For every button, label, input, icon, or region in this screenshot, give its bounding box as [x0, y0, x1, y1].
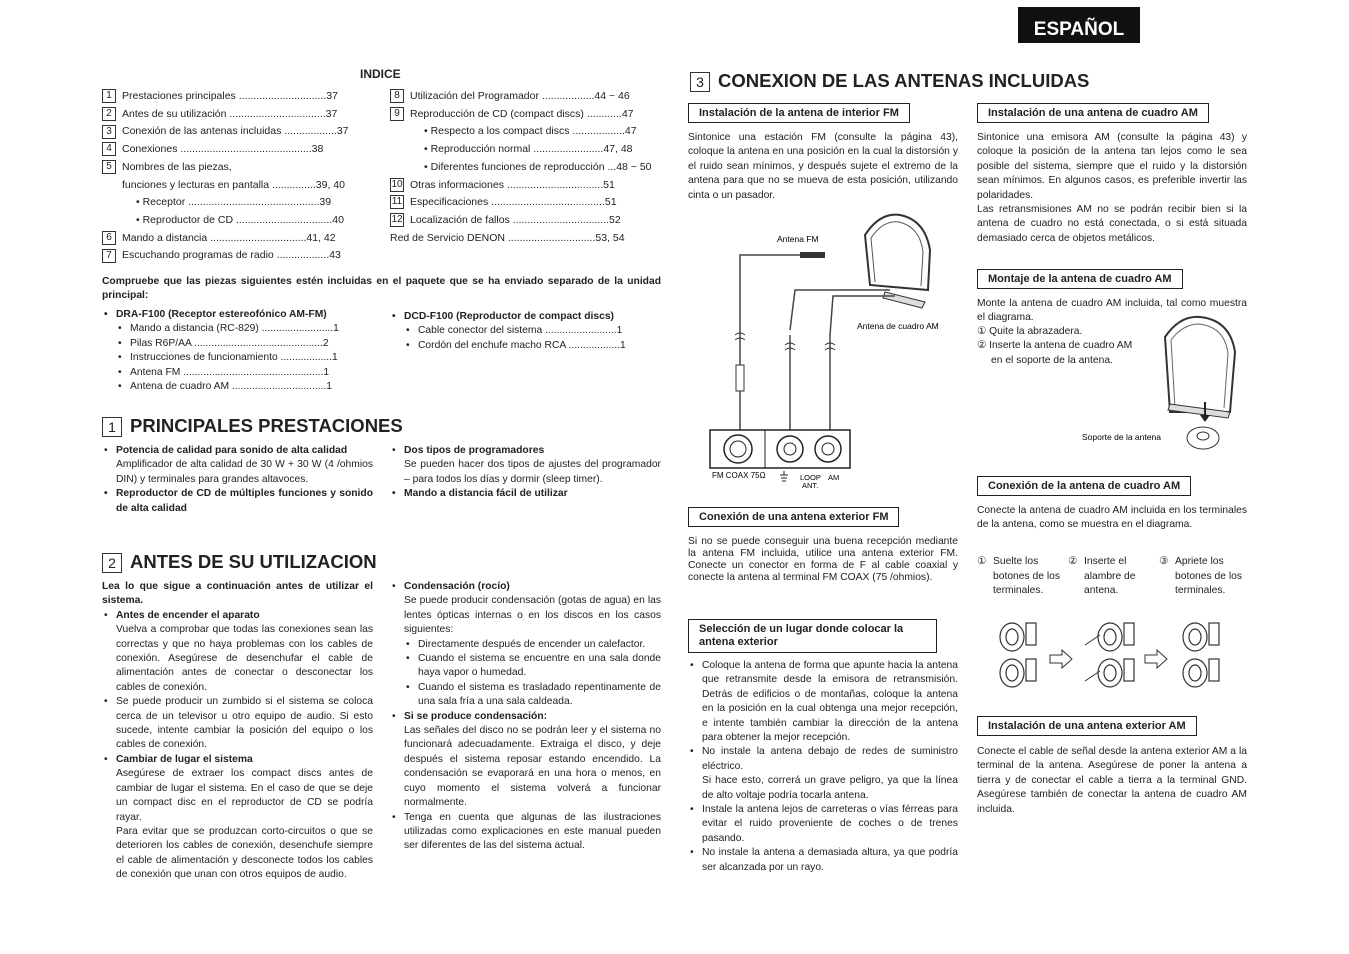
package-item: • Antena FM .................................................1: [102, 366, 374, 380]
step-text: Suelte los botones de los terminales.: [993, 556, 1060, 597]
sec2-r1-body: Se puede producir condensación (gotas de agua) en las lentes ópticas internas o en los discos en los casos siguientes:: [404, 595, 661, 636]
toc-row: [102, 177, 345, 193]
fm-antenna-label: Antena FM: [777, 234, 819, 244]
toc-text: Escuchando programas de radio ..................43: [122, 249, 341, 262]
toc-number: 1: [102, 89, 116, 103]
step-number: ②: [1068, 556, 1078, 567]
section-2-heading: ANTES DE SU UTILIZACION: [130, 551, 377, 572]
fm-outdoor-title: Conexión de una antena exterior FM: [688, 507, 899, 527]
toc-text: Utilización del Programador ..................44 ~ 46: [410, 90, 630, 102]
place-item: • No instale la antena a demasiada altura, ya que podría ser alcanzada por un rayo.: [688, 846, 958, 875]
coax-label: FM COAX 75Ω: [712, 471, 766, 480]
toc-number: 9: [390, 107, 404, 121]
section-3-number: 3: [690, 72, 710, 92]
toc-row: [102, 106, 337, 122]
toc-number: 2: [102, 107, 116, 121]
sec2-b2-body: • Se puede producir un zumbido si el sistema se coloca cerca de un televisor u otro equipo de audio. Si esto sucede, intente cambiar la posición del equipo o los cables de conexión.: [102, 695, 373, 753]
toc-text: Otras informaciones .................................51: [410, 178, 615, 191]
am-loop-text: [977, 131, 1247, 246]
toc-number: 11: [391, 196, 403, 208]
connect-text: Conecte la antena de cuadro AM incluida en los terminales de la antena, como se muestra en el diagrama.: [977, 505, 1247, 531]
sec2-b1-body: Vuelva a comprobar que todas las conexiones sean las correctas y que no haya problemas con los cables de conexión. Asegúrese de desenchufar el cable de alimentación antes de conectar o desconectar los cables de conexión.: [116, 624, 373, 693]
am-loop-text1: Sintonice una emisora AM (consulte la página 43) y coloque la posición de la antena tan lejos como le sea posible del sistema, siempre que el ruido y la distorsión sean mínimos. En algunos casos, es preferible invertir las polaridades.: [977, 132, 1247, 201]
sec2-r2-head: Si se produce condensación:: [404, 710, 548, 722]
place-item: • Coloque la antena de forma que apunte hacia la antena que retransmite desde la emisora de retransmisión. Detrás de edificios o de montañas, coloque la antena en la posición en la cual obtenga una mejor recepción, e intente también cambiar la dirección de la antena para obtener la mejor recepción.: [688, 659, 958, 745]
sec2-r1-head: Condensación (rocío): [404, 581, 510, 592]
toc-number: 4: [102, 142, 116, 156]
toc-row: [102, 159, 232, 175]
toc-row: [390, 106, 634, 122]
sec2-r1-item: • Cuando el sistema se encuentre en una sala donde haya vapor o humedad.: [390, 652, 661, 681]
feature-head: Dos tipos de programadores: [404, 445, 545, 456]
toc-row: [102, 212, 344, 228]
step-number: ①: [977, 556, 987, 567]
toc-text: Red de Servicio DENON ..............................53, 54: [390, 231, 625, 244]
toc-number: 12: [391, 214, 403, 226]
package-left: [102, 308, 374, 394]
toc-row: [390, 177, 615, 193]
place-title: Selección de un lugar donde colocar la antena exterior: [688, 619, 937, 653]
mount-step: ② Inserte la antena de cuadro AM: [977, 340, 1133, 352]
toc-text: Mando a distancia .................................41, 42: [122, 231, 336, 244]
toc-number: 6: [102, 231, 116, 245]
place-item: Si hace esto, correrá un grave peligro, ya que la línea de alto voltaje podría tocarla antena.: [702, 775, 958, 801]
step-text: Inserte el alambre de antena.: [1084, 556, 1136, 597]
am-loop-title: Instalación de una antena de cuadro AM: [977, 103, 1209, 123]
package-right: [390, 310, 662, 353]
terminal-steps-diagram: [990, 615, 1230, 695]
package-item: • Mando a distancia (RC-829) .........................1: [102, 322, 374, 336]
arrow-right-icon: [1050, 650, 1072, 668]
toc-row: [390, 88, 630, 104]
mount-text: Monte la antena de cuadro AM incluida, tal como muestra el diagrama.: [977, 298, 1247, 324]
sec2-right: [390, 580, 661, 854]
toc-text: • Diferentes funciones de reproducción ...48 ~ 50: [424, 160, 652, 173]
mount-title: Montaje de la antena de cuadro AM: [977, 269, 1183, 289]
toc-text: • Respecto a los compact discs ..................47: [424, 125, 637, 138]
toc-text: funciones y lecturas en pantalla ...............39, 40: [122, 178, 345, 191]
section-3-heading: CONEXION DE LAS ANTENAS INCLUIDAS: [718, 70, 1090, 91]
toc-row: [102, 194, 331, 210]
step-text: Apriete los botones de los terminales.: [1175, 556, 1242, 597]
ground-icon: [780, 471, 788, 481]
language-badge: ESPAÑOL: [1018, 7, 1140, 43]
toc-row: [102, 230, 336, 246]
step-number: ③: [1159, 556, 1169, 567]
am-antenna-label: Antena de cuadro AM: [857, 321, 939, 331]
sec1-left: [102, 444, 373, 516]
sec2-b3-body2: Para evitar que se produzcan corto-circuitos o que se deterioren los cables de conexión, desenchufe siempre el cable de alimentación y desconecte todos los cables de conexión que unan con otros equipos de audio.: [116, 825, 373, 881]
feature-body: Amplificador de alta calidad de 30 W + 30 W (4 /ohmios DIN) y terminales para grandes altavoces.: [116, 459, 373, 485]
package-left-title: • DRA-F100 (Receptor estereofónico AM-FM): [102, 308, 374, 322]
toc-row: [102, 123, 348, 139]
toc-number: 10: [391, 178, 403, 190]
feature-body: Se pueden hacer dos tipos de ajustes del programador – para todos los días y dormir (sleep timer).: [404, 459, 661, 485]
sec2-r1-item: • Directamente después de encender un calefactor.: [390, 638, 661, 652]
fm-wire: [740, 255, 825, 335]
toc-text: • Reproductor de CD .................................40: [136, 213, 344, 226]
section-2-number: 2: [102, 553, 122, 573]
sec2-intro: Lea lo que sigue a continuación antes de utilizar el sistema.: [102, 581, 373, 607]
connect-step-2: [1068, 555, 1153, 599]
am-outdoor-text: Conecte el cable de señal desde la antena exterior AM a la terminal de la antena. Asegúrese de poner la antena a tierra y de conectar el cable a tierra a la terminal GND. Asegúrese también de conectar la antena de cuadro AM incluida.: [977, 746, 1247, 815]
connect-step-3: [1159, 555, 1244, 599]
package-item: • Cordón del enchufe macho RCA ..................1: [390, 339, 662, 353]
package-intro: Compruebe que las piezas siguientes estén incluidas en el paquete que se ha enviado separado de la unidad principal:: [102, 276, 661, 302]
arrow-down-icon: [1200, 415, 1210, 422]
mount-step: ① Quite la abrazadera.: [977, 326, 1083, 337]
sec2-b3-head: Cambiar de lugar el sistema: [116, 753, 253, 765]
sec2-r1-item: • Cuando el sistema es trasladado repentinamente de una sala fría a una sala caldeada.: [390, 681, 661, 710]
toc-number: 7: [102, 249, 116, 263]
sec2-b3-body1: Asegúrese de extraer los compact discs antes de cambiar de lugar el sistema. En el caso de que se deje un compact disc en el reproductor de CD se podría rayar.: [116, 768, 373, 823]
place-item: • No instale la antena debajo de redes de suministro eléctrico.: [688, 745, 958, 774]
place-list: [688, 659, 958, 875]
loop-mount-diagram: [1075, 312, 1250, 457]
feature-head: Potencia de calidad para sonido de alta calidad: [116, 445, 348, 456]
toc-row: [390, 212, 621, 228]
loop-label: LOOP: [800, 473, 821, 482]
toc-text: • Receptor .............................................39: [136, 196, 332, 209]
toc-text: • Reproducción normal ........................47, 48: [424, 143, 633, 156]
feature-head: • Mando a distancia fácil de utilizar: [390, 487, 661, 501]
toc-text: Prestaciones principales ..............................37: [122, 90, 338, 102]
fm-indoor-title: Instalación de la antena de interior FM: [688, 103, 910, 123]
package-item: • Cable conector del sistema .........................1: [390, 324, 662, 338]
toc-number: 8: [390, 89, 404, 103]
toc-number: 5: [102, 160, 116, 174]
sec2-b1-head: Antes de encender el aparato: [116, 609, 260, 621]
am-terminal-label: AM: [828, 473, 840, 482]
feature-head: • Reproductor de CD de múltiples funciones y sonido de alta calidad: [102, 487, 373, 516]
toc-row: [390, 159, 652, 175]
fm-indoor-text: Sintonice una estación FM (consulte la página 43), coloque la antena en una posición en la cual la distorsión y el ruido sean mínimos, y después sujete el extremo de la antena para que no se mueva de esta posición, utilizando cinta o un pasador.: [688, 132, 958, 201]
package-item: • Instrucciones de funcionamiento ..................1: [102, 351, 374, 365]
toc-text: Conexiones .............................................38: [122, 143, 324, 156]
support-label: Soporte de la antena: [1082, 432, 1161, 442]
ant-label: ANT.: [802, 481, 819, 490]
section-1-title: [102, 415, 403, 437]
section-1-number: 1: [102, 417, 122, 437]
indice-title: INDICE: [360, 67, 401, 81]
antenna-diagram: [700, 210, 960, 495]
toc-text: Localización de fallos .................................52: [410, 213, 621, 226]
toc-text: Especificaciones .......................................51: [410, 196, 617, 209]
arrow-right-icon: [1145, 650, 1167, 668]
toc-row: [390, 123, 637, 139]
mount-step: en el soporte de la antena.: [991, 354, 1113, 366]
toc-text: Conexión de las antenas incluidas ..................37: [122, 125, 349, 138]
connect-title: Conexión de la antena de cuadro AM: [977, 476, 1191, 496]
sec2-r2-body: Las señales del disco no se podrán leer y el sistema no funcionará adecuadamente. Extraiga el disco, y deje después el sistema reposar estando encendido. La condensación se evaporará en una hora o menos, en cuyo momento el sistema volverá a funcionar normalmente.: [404, 725, 661, 809]
toc-row: [102, 88, 338, 104]
toc-text: Nombres de las piezas,: [122, 160, 232, 173]
am-loop-text2: Las retransmisiones AM no se podrán recibir bien si la antena de cuadro no está conectada, o si está situada demasiado cerca de objetos metálicos.: [977, 204, 1247, 244]
package-item: • Pilas R6P/AA .............................................2: [102, 337, 374, 351]
section-3-title: [690, 70, 1089, 92]
toc-text: Antes de su utilización .................................37: [122, 107, 338, 120]
toc-row: [390, 194, 617, 210]
toc-number: 3: [102, 125, 116, 139]
sec2-r3-body: • Tenga en cuenta que algunas de las ilustraciones utilizadas como explicaciones en este manual pueden ser diferentes de las del sistema actual.: [390, 811, 661, 854]
sec2-left: [102, 580, 373, 883]
connect-step-1: [977, 555, 1062, 599]
toc-row: [390, 141, 633, 157]
am-outdoor-title: Instalación de una antena exterior AM: [977, 716, 1197, 736]
fm-outdoor-text: Si no se puede conseguir una buena recepción mediante la antena FM incluida, utilice una antena exterior FM. Conecte un conector en forma de F al cable coaxial y conecte la antena al terminal FM COAX (75 /ohmios).: [688, 536, 958, 583]
toc-row: [390, 230, 625, 246]
package-item: • Antena de cuadro AM .................................1: [102, 380, 374, 394]
place-item: • Instale la antena lejos de carreteras o vías férreas para evitar el ruido proveniente de coches o de trenes pasando.: [688, 803, 958, 846]
section-1-heading: PRINCIPALES PRESTACIONES: [130, 415, 403, 436]
package-right-title: • DCD-F100 (Reproductor de compact discs): [390, 310, 662, 324]
toc-text: Reproducción de CD (compact discs) ............47: [410, 107, 634, 120]
sec1-right: [390, 444, 661, 502]
toc-row: [102, 247, 341, 263]
section-2-title: [102, 551, 377, 573]
toc-row: [102, 141, 323, 157]
